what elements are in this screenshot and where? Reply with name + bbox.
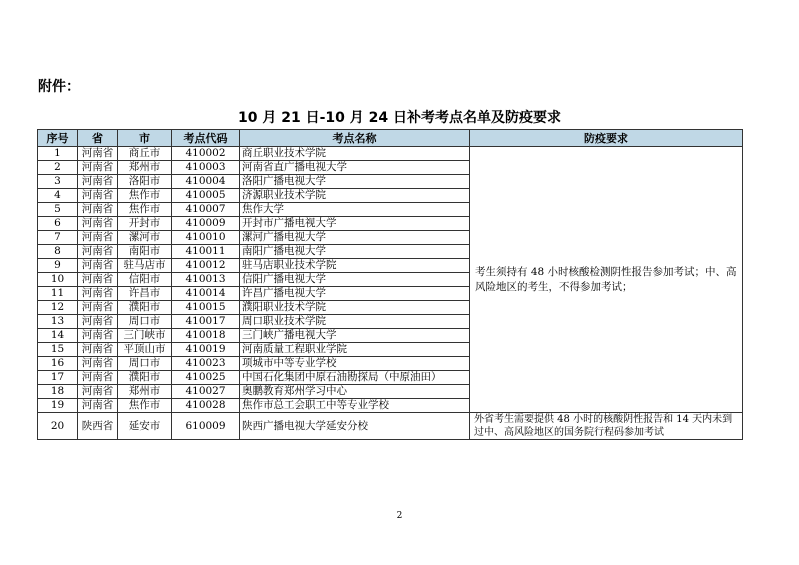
cell-name: 河南质量工程职业学院: [240, 343, 470, 357]
cell-code: 410013: [172, 273, 240, 287]
cell-city: 焦作市: [118, 203, 172, 217]
cell-city: 郑州市: [118, 385, 172, 399]
cell-no: 14: [38, 329, 78, 343]
cell-name: 漯河广播电视大学: [240, 231, 470, 245]
header-requirement: 防疫要求: [470, 130, 743, 147]
cell-no: 5: [38, 203, 78, 217]
cell-code: 410027: [172, 385, 240, 399]
cell-name: 三门峡广播电视大学: [240, 329, 470, 343]
table-row: [38, 413, 743, 440]
cell-name: 商丘职业技术学院: [240, 147, 470, 161]
cell-city: 郑州市: [118, 161, 172, 175]
cell-province: 河南省: [78, 385, 118, 399]
cell-province: 河南省: [78, 259, 118, 273]
cell-code: 410004: [172, 175, 240, 189]
cell-code: 410023: [172, 357, 240, 371]
cell-code: 410009: [172, 217, 240, 231]
cell-name: 濮阳职业技术学院: [240, 301, 470, 315]
cell-name: 周口职业技术学院: [240, 315, 470, 329]
cell-province: 河南省: [78, 161, 118, 175]
cell-no: 9: [38, 259, 78, 273]
cell-name: 驻马店职业技术学院: [240, 259, 470, 273]
cell-name: 开封市广播电视大学: [240, 217, 470, 231]
cell-province: 河南省: [78, 203, 118, 217]
cell-no: 11: [38, 287, 78, 301]
cell-city: 许昌市: [118, 287, 172, 301]
cell-name: 许昌广播电视大学: [240, 287, 470, 301]
cell-city: 商丘市: [118, 147, 172, 161]
cell-code: 410028: [172, 399, 240, 413]
table-body: [38, 147, 743, 440]
exam-site-table: [37, 129, 743, 440]
cell-name: 洛阳广播电视大学: [240, 175, 470, 189]
cell-city: 焦作市: [118, 399, 172, 413]
cell-city: 三门峡市: [118, 329, 172, 343]
cell-code: 410015: [172, 301, 240, 315]
cell-name: 信阳广播电视大学: [240, 273, 470, 287]
cell-no: 10: [38, 273, 78, 287]
cell-city: 周口市: [118, 357, 172, 371]
cell-city: 周口市: [118, 315, 172, 329]
cell-no: 18: [38, 385, 78, 399]
cell-province: 河南省: [78, 399, 118, 413]
attachment-label: 附件：: [38, 79, 80, 95]
cell-province: 河南省: [78, 343, 118, 357]
cell-province: 河南省: [78, 329, 118, 343]
cell-city: 漯河市: [118, 231, 172, 245]
cell-province: 河南省: [78, 147, 118, 161]
cell-name: 济源职业技术学院: [240, 189, 470, 203]
requirement-shaanxi: 外省考生需要提供 48 小时的核酸阴性报告和 14 天内未到过中、高风险地区的国务院行程码参加考试: [470, 413, 743, 440]
header-code: 考点代码: [172, 130, 240, 147]
cell-code: 410019: [172, 343, 240, 357]
cell-code: 410025: [172, 371, 240, 385]
page-number: 2: [396, 511, 403, 521]
cell-province: 河南省: [78, 245, 118, 259]
cell-no: 19: [38, 399, 78, 413]
cell-no: 2: [38, 161, 78, 175]
cell-name: 陕西广播电视大学延安分校: [240, 413, 470, 440]
cell-province: 河南省: [78, 357, 118, 371]
cell-no: 13: [38, 315, 78, 329]
cell-code: 410010: [172, 231, 240, 245]
cell-no: 15: [38, 343, 78, 357]
header-no: 序号: [38, 130, 78, 147]
cell-code: 410011: [172, 245, 240, 259]
cell-no: 8: [38, 245, 78, 259]
cell-no: 20: [38, 413, 78, 440]
cell-name: 奥鹏教育郑州学习中心: [240, 385, 470, 399]
cell-city: 信阳市: [118, 273, 172, 287]
cell-code: 610009: [172, 413, 240, 440]
header-city: 市: [118, 130, 172, 147]
cell-code: 410005: [172, 189, 240, 203]
cell-city: 平顶山市: [118, 343, 172, 357]
cell-province: 河南省: [78, 301, 118, 315]
cell-no: 17: [38, 371, 78, 385]
cell-no: 16: [38, 357, 78, 371]
table-header-row: [38, 130, 743, 147]
cell-province: 河南省: [78, 231, 118, 245]
cell-no: 1: [38, 147, 78, 161]
cell-code: 410018: [172, 329, 240, 343]
cell-no: 4: [38, 189, 78, 203]
cell-no: 3: [38, 175, 78, 189]
cell-name: 焦作市总工会职工中等专业学校: [240, 399, 470, 413]
cell-city: 延安市: [118, 413, 172, 440]
cell-code: 410007: [172, 203, 240, 217]
cell-province: 河南省: [78, 287, 118, 301]
cell-city: 驻马店市: [118, 259, 172, 273]
cell-province: 河南省: [78, 217, 118, 231]
cell-city: 洛阳市: [118, 175, 172, 189]
cell-province: 河南省: [78, 175, 118, 189]
cell-province: 河南省: [78, 371, 118, 385]
cell-city: 濮阳市: [118, 371, 172, 385]
header-province: 省: [78, 130, 118, 147]
cell-no: 7: [38, 231, 78, 245]
cell-city: 濮阳市: [118, 301, 172, 315]
cell-no: 12: [38, 301, 78, 315]
document-title: 10 月 21 日-10 月 24 日补考考点名单及防疫要求: [238, 110, 561, 126]
cell-province: 河南省: [78, 189, 118, 203]
cell-code: 410002: [172, 147, 240, 161]
cell-name: 中国石化集团中原石油勘探局（中原油田）: [240, 371, 470, 385]
cell-name: 南阳广播电视大学: [240, 245, 470, 259]
cell-code: 410003: [172, 161, 240, 175]
header-name: 考点名称: [240, 130, 470, 147]
cell-province: 陕西省: [78, 413, 118, 440]
cell-city: 开封市: [118, 217, 172, 231]
cell-code: 410012: [172, 259, 240, 273]
cell-code: 410014: [172, 287, 240, 301]
cell-province: 河南省: [78, 315, 118, 329]
cell-code: 410017: [172, 315, 240, 329]
cell-name: 项城市中等专业学校: [240, 357, 470, 371]
cell-name: 河南省直广播电视大学: [240, 161, 470, 175]
cell-city: 焦作市: [118, 189, 172, 203]
table-row: [38, 147, 743, 161]
cell-no: 6: [38, 217, 78, 231]
cell-province: 河南省: [78, 273, 118, 287]
cell-name: 焦作大学: [240, 203, 470, 217]
cell-city: 南阳市: [118, 245, 172, 259]
requirement-henan: 考生须持有 48 小时核酸检测阴性报告参加考试；中、高风险地区的考生，不得参加考试；: [470, 147, 743, 413]
